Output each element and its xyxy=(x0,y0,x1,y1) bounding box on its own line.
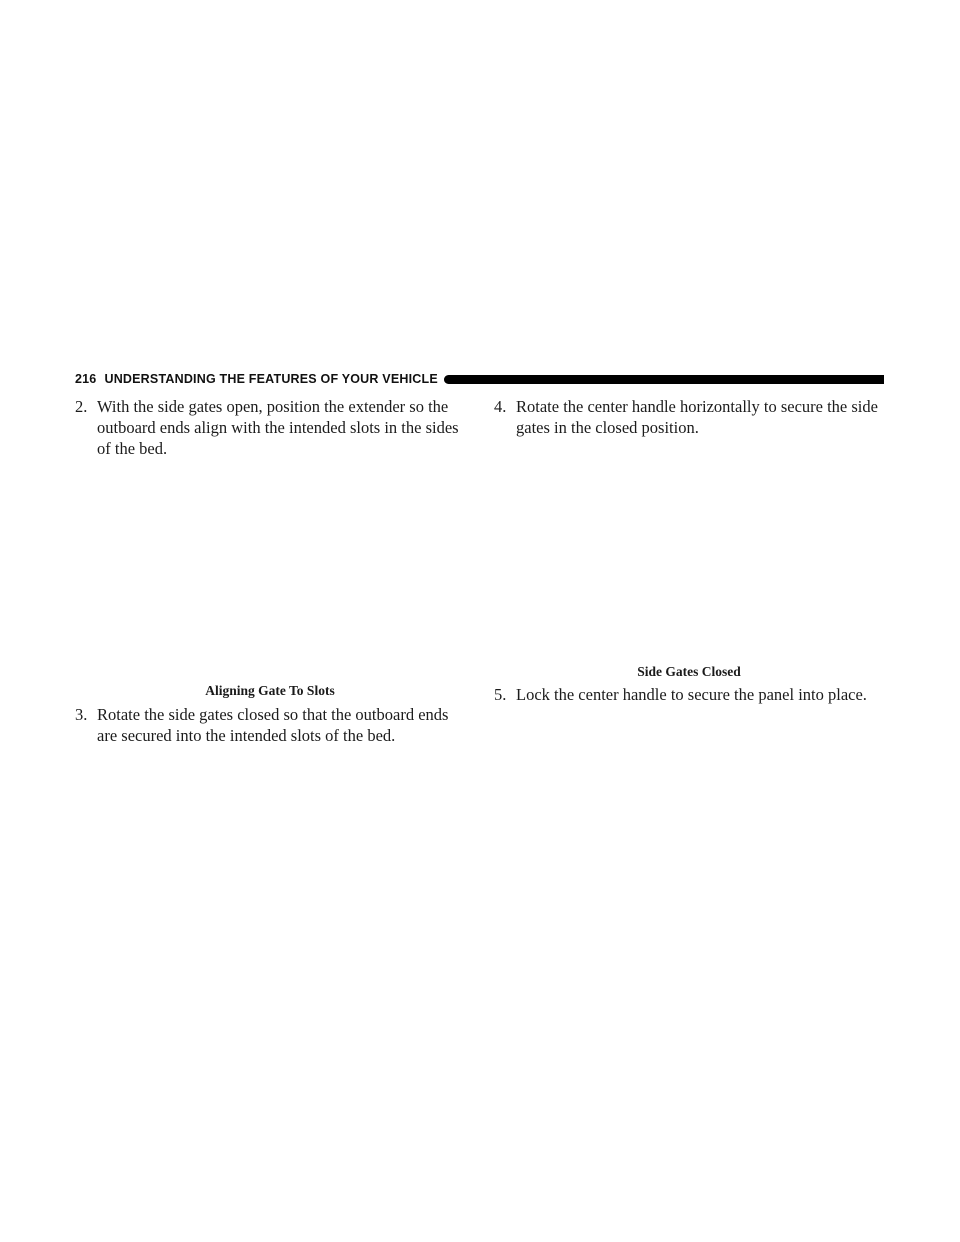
step-5 xyxy=(494,684,894,705)
step-5-number: 5. xyxy=(494,685,507,704)
step-3-number: 3. xyxy=(75,705,88,724)
section-title: UNDERSTANDING THE FEATURES OF YOUR VEHICLE xyxy=(104,372,438,386)
step-4 xyxy=(494,396,884,438)
figure-aligning-gate xyxy=(75,470,465,675)
step-3 xyxy=(75,704,465,746)
step-5-text: Lock the center handle to secure the panel into place. xyxy=(516,685,867,704)
figure-caption-side-gates-closed: Side Gates Closed xyxy=(637,664,741,679)
step-2-number: 2. xyxy=(75,397,88,416)
step-4-text: Rotate the center handle horizontally to secure the side gates in the closed position. xyxy=(516,397,878,437)
step-3-text: Rotate the side gates closed so that the outboard ends are secured into the intended slots of the bed. xyxy=(97,705,449,745)
step-2-text: With the side gates open, position the extender so the outboard ends align with the intended slots in the sides of the bed. xyxy=(97,397,459,458)
step-2 xyxy=(75,396,465,459)
figure-side-gates-closed xyxy=(494,450,884,655)
page-number: 216 xyxy=(75,372,97,386)
header-rule xyxy=(444,375,884,384)
page-header xyxy=(75,372,884,386)
figure-caption-aligning-gate: Aligning Gate To Slots xyxy=(205,683,335,698)
step-4-number: 4. xyxy=(494,397,507,416)
